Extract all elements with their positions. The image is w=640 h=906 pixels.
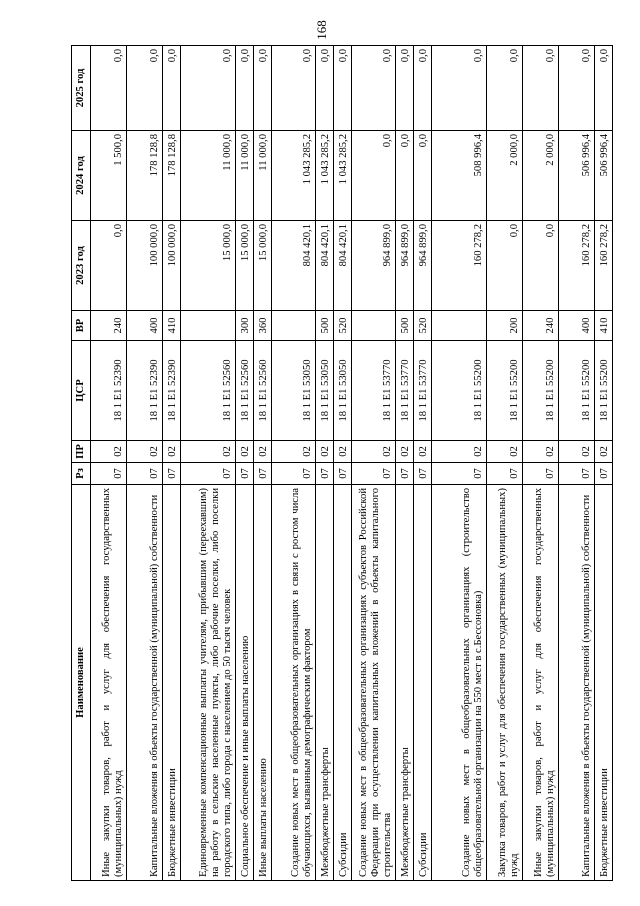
row-rz: 07 xyxy=(432,463,487,485)
row-csr: 18 1 Е1 52560 xyxy=(181,341,236,441)
row-2023: 100 000,0 xyxy=(127,221,163,311)
row-2024: 11 000,0 xyxy=(254,131,272,221)
row-rz: 07 xyxy=(414,463,432,485)
row-rz: 07 xyxy=(396,463,414,485)
row-csr: 18 1 Е1 55200 xyxy=(432,341,487,441)
row-vr xyxy=(181,311,236,341)
row-2025: 0,0 xyxy=(91,46,127,131)
row-2023: 804 420,1 xyxy=(334,221,352,311)
row-2025: 0,0 xyxy=(163,46,181,131)
row-vr xyxy=(432,311,487,341)
row-rz: 07 xyxy=(163,463,181,485)
row-2023: 804 420,1 xyxy=(316,221,334,311)
row-name: Капитальные вложения в объекты государственной (муниципальной) собственности xyxy=(559,485,595,881)
row-csr: 18 1 Е1 53050 xyxy=(316,341,334,441)
row-name: Субсидии xyxy=(334,485,352,881)
row-2025: 0,0 xyxy=(236,46,254,131)
row-2023: 964 899,0 xyxy=(396,221,414,311)
row-rz: 07 xyxy=(523,463,559,485)
col-header-2023: 2023 год xyxy=(72,221,91,311)
row-rz: 07 xyxy=(559,463,595,485)
row-2024: 1 500,0 xyxy=(91,131,127,221)
row-2023: 160 278,2 xyxy=(559,221,595,311)
row-pr: 02 xyxy=(127,441,163,463)
row-vr: 300 xyxy=(236,311,254,341)
row-2025: 0,0 xyxy=(432,46,487,131)
row-pr: 02 xyxy=(181,441,236,463)
row-vr: 410 xyxy=(595,311,613,341)
row-name: Иные закупки товаров, работ и услуг для обеспечения государственных (муниципальных) нужд xyxy=(91,485,127,881)
row-csr: 18 1 Е1 55200 xyxy=(595,341,613,441)
row-pr: 02 xyxy=(236,441,254,463)
table-row xyxy=(487,46,523,881)
row-2024: 2 000,0 xyxy=(487,131,523,221)
row-name: Иные закупки товаров, работ и услуг для обеспечения государственных (муниципальных) нужд xyxy=(523,485,559,881)
row-csr: 18 1 Е1 52390 xyxy=(163,341,181,441)
col-header-2025: 2025 год xyxy=(72,46,91,131)
page-number: 168 xyxy=(313,20,329,40)
row-2025: 0,0 xyxy=(127,46,163,131)
table-row xyxy=(432,46,487,881)
row-pr: 02 xyxy=(316,441,334,463)
table-row xyxy=(272,46,316,881)
row-2024: 1 043 285,2 xyxy=(334,131,352,221)
row-vr: 360 xyxy=(254,311,272,341)
row-2023: 160 278,2 xyxy=(432,221,487,311)
row-name: Бюджетные инвестиции xyxy=(595,485,613,881)
row-rz: 07 xyxy=(272,463,316,485)
row-2024: 506 996,4 xyxy=(595,131,613,221)
table-row xyxy=(334,46,352,881)
row-vr: 400 xyxy=(559,311,595,341)
row-name: Единовременные компенсационные выплаты учителям, прибывшим (переехавшим) на работу в сельские населенные пункты, либо рабочие поселки, либо поселки городского типа, либо города с населением до 50 тысяч человек xyxy=(181,485,236,881)
table-body xyxy=(91,46,613,881)
row-pr: 02 xyxy=(352,441,396,463)
row-2023: 100 000,0 xyxy=(163,221,181,311)
col-header-2024: 2024 год xyxy=(72,131,91,221)
row-name: Межбюджетные трансферты xyxy=(316,485,334,881)
row-csr: 18 1 Е1 53050 xyxy=(334,341,352,441)
row-2025: 0,0 xyxy=(272,46,316,131)
row-vr: 240 xyxy=(523,311,559,341)
row-2024: 0,0 xyxy=(414,131,432,221)
row-2025: 0,0 xyxy=(316,46,334,131)
row-2024: 2 000,0 xyxy=(523,131,559,221)
row-name: Создание новых мест в общеобразовательных организациях (строительство общеобразовательной организации на 550 мест в с.Бессоновка) xyxy=(432,485,487,881)
col-header-rz: Рз xyxy=(72,463,91,485)
table-row xyxy=(523,46,559,881)
row-pr: 02 xyxy=(163,441,181,463)
table-row xyxy=(396,46,414,881)
row-2024: 1 043 285,2 xyxy=(272,131,316,221)
row-2024: 506 996,4 xyxy=(559,131,595,221)
row-name: Создание новых мест в общеобразовательных организациях субъектов Российской Федерации при осуществлении капитальных вложений в объекты капитального строительства xyxy=(352,485,396,881)
row-2025: 0,0 xyxy=(181,46,236,131)
row-2023: 160 278,2 xyxy=(595,221,613,311)
row-pr: 02 xyxy=(595,441,613,463)
row-2024: 11 000,0 xyxy=(181,131,236,221)
row-rz: 07 xyxy=(236,463,254,485)
row-csr: 18 1 Е1 55200 xyxy=(487,341,523,441)
row-rz: 07 xyxy=(254,463,272,485)
row-2024: 1 043 285,2 xyxy=(316,131,334,221)
row-2025: 0,0 xyxy=(396,46,414,131)
row-name: Субсидии xyxy=(414,485,432,881)
table-row xyxy=(163,46,181,881)
row-csr: 18 1 Е1 52560 xyxy=(254,341,272,441)
row-2024: 178 128,8 xyxy=(127,131,163,221)
table-row xyxy=(181,46,236,881)
row-2023: 964 899,0 xyxy=(352,221,396,311)
budget-table xyxy=(71,45,613,881)
row-2025: 0,0 xyxy=(414,46,432,131)
row-2023: 0,0 xyxy=(487,221,523,311)
row-2025: 0,0 xyxy=(595,46,613,131)
row-name: Социальное обеспечение и иные выплаты населению xyxy=(236,485,254,881)
row-pr: 02 xyxy=(414,441,432,463)
row-name: Создание новых мест в общеобразовательных организациях в связи с ростом числа обучающихся, вызванным демографическим фактором xyxy=(272,485,316,881)
row-vr: 500 xyxy=(316,311,334,341)
row-2025: 0,0 xyxy=(334,46,352,131)
row-2023: 804 420,1 xyxy=(272,221,316,311)
row-vr: 240 xyxy=(91,311,127,341)
row-2025: 0,0 xyxy=(487,46,523,131)
row-csr: 18 1 Е1 55200 xyxy=(523,341,559,441)
row-rz: 07 xyxy=(334,463,352,485)
table-row xyxy=(352,46,396,881)
row-2023: 15 000,0 xyxy=(236,221,254,311)
row-pr: 02 xyxy=(559,441,595,463)
row-vr: 520 xyxy=(414,311,432,341)
row-pr: 02 xyxy=(272,441,316,463)
row-pr: 02 xyxy=(523,441,559,463)
table-row xyxy=(254,46,272,881)
row-vr: 410 xyxy=(163,311,181,341)
row-2025: 0,0 xyxy=(254,46,272,131)
row-2024: 508 996,4 xyxy=(432,131,487,221)
row-2025: 0,0 xyxy=(352,46,396,131)
table-row xyxy=(414,46,432,881)
row-vr xyxy=(352,311,396,341)
row-2025: 0,0 xyxy=(559,46,595,131)
table-row xyxy=(127,46,163,881)
col-header-name: Наименование xyxy=(72,485,91,881)
row-rz: 07 xyxy=(91,463,127,485)
row-pr: 02 xyxy=(396,441,414,463)
row-name: Межбюджетные трансферты xyxy=(396,485,414,881)
row-pr: 02 xyxy=(91,441,127,463)
table-rotator xyxy=(71,46,611,881)
row-2024: 0,0 xyxy=(352,131,396,221)
row-rz: 07 xyxy=(487,463,523,485)
row-name: Иные выплаты населению xyxy=(254,485,272,881)
row-rz: 07 xyxy=(595,463,613,485)
row-2023: 15 000,0 xyxy=(181,221,236,311)
row-2024: 11 000,0 xyxy=(236,131,254,221)
table-row xyxy=(559,46,595,881)
row-pr: 02 xyxy=(487,441,523,463)
table-row xyxy=(595,46,613,881)
row-vr: 400 xyxy=(127,311,163,341)
row-2025: 0,0 xyxy=(523,46,559,131)
row-csr: 18 1 Е1 53770 xyxy=(396,341,414,441)
row-2023: 0,0 xyxy=(523,221,559,311)
row-vr xyxy=(272,311,316,341)
table-row xyxy=(316,46,334,881)
row-csr: 18 1 Е1 53770 xyxy=(414,341,432,441)
row-rz: 07 xyxy=(352,463,396,485)
row-2023: 15 000,0 xyxy=(254,221,272,311)
row-csr: 18 1 Е1 52390 xyxy=(127,341,163,441)
row-name: Бюджетные инвестиции xyxy=(163,485,181,881)
row-pr: 02 xyxy=(254,441,272,463)
table-row xyxy=(91,46,127,881)
row-2024: 0,0 xyxy=(396,131,414,221)
col-header-pr: ПР xyxy=(72,441,91,463)
col-header-csr: ЦСР xyxy=(72,341,91,441)
col-header-vr: ВР xyxy=(72,311,91,341)
row-2023: 964 899,0 xyxy=(414,221,432,311)
row-vr: 520 xyxy=(334,311,352,341)
row-csr: 18 1 Е1 53770 xyxy=(352,341,396,441)
row-csr: 18 1 Е1 53050 xyxy=(272,341,316,441)
row-name: Капитальные вложения в объекты государственной (муниципальной) собственности xyxy=(127,485,163,881)
row-pr: 02 xyxy=(432,441,487,463)
row-rz: 07 xyxy=(127,463,163,485)
header-row xyxy=(72,46,91,881)
table-row xyxy=(236,46,254,881)
row-rz: 07 xyxy=(316,463,334,485)
row-2024: 178 128,8 xyxy=(163,131,181,221)
row-csr: 18 1 Е1 52390 xyxy=(91,341,127,441)
row-csr: 18 1 Е1 55200 xyxy=(559,341,595,441)
row-pr: 02 xyxy=(334,441,352,463)
row-vr: 500 xyxy=(396,311,414,341)
row-2023: 0,0 xyxy=(91,221,127,311)
row-name: Закупка товаров, работ и услуг для обеспечения государственных (муниципальных) нужд xyxy=(487,485,523,881)
row-vr: 200 xyxy=(487,311,523,341)
row-rz: 07 xyxy=(181,463,236,485)
row-csr: 18 1 Е1 52560 xyxy=(236,341,254,441)
